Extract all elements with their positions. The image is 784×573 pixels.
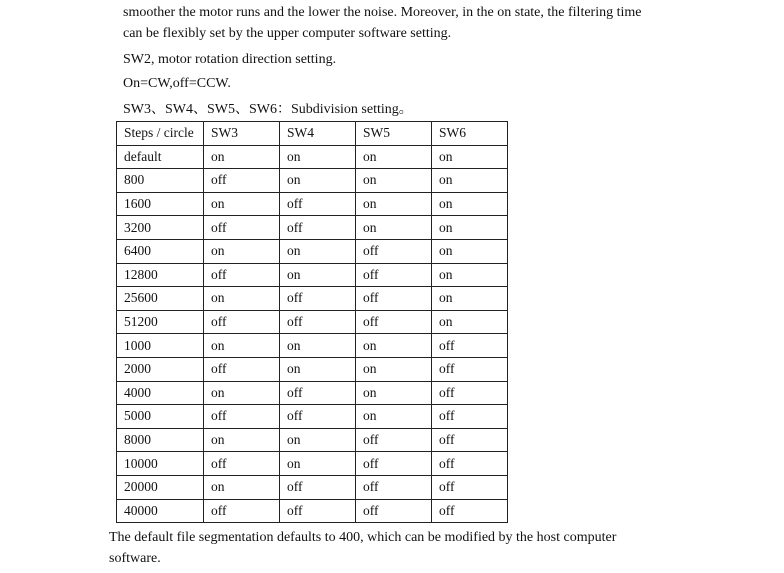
cell-sw4: off [280, 287, 356, 311]
cell-sw6: on [432, 192, 508, 216]
cell-steps: 4000 [117, 381, 204, 405]
cell-sw4: off [280, 475, 356, 499]
cell-sw3: off [204, 216, 280, 240]
cell-sw6: on [432, 287, 508, 311]
table-row [117, 145, 508, 169]
header-sw5: SW5 [356, 122, 432, 146]
header-steps-per-circle: Steps / circle [117, 122, 204, 146]
subdivision-heading: SW3、SW4、SW5、SW6：Subdivision setting。 [123, 102, 413, 117]
table-header-row [117, 122, 508, 146]
cell-steps: 8000 [117, 428, 204, 452]
cell-sw3: on [204, 381, 280, 405]
cell-sw6: on [432, 310, 508, 334]
cell-sw4: on [280, 357, 356, 381]
table-row [117, 428, 508, 452]
cell-sw5: off [356, 499, 432, 523]
cell-sw5: on [356, 405, 432, 429]
cell-sw6: off [432, 381, 508, 405]
table-row [117, 287, 508, 311]
intro-text-line-2: can be flexibly set by the upper computer software setting. [123, 26, 452, 41]
cell-sw4: on [280, 334, 356, 358]
cell-sw4: on [280, 452, 356, 476]
cell-sw4: off [280, 381, 356, 405]
cell-sw5: on [356, 357, 432, 381]
cell-sw4: on [280, 263, 356, 287]
cell-sw5: on [356, 216, 432, 240]
intro-text-line-1: smoother the motor runs and the lower the noise. Moreover, in the on state, the filtering time [123, 5, 642, 20]
table-row [117, 405, 508, 429]
cell-steps: 1600 [117, 192, 204, 216]
cell-sw6: on [432, 145, 508, 169]
cell-steps: 25600 [117, 287, 204, 311]
cell-steps: 51200 [117, 310, 204, 334]
cell-sw3: on [204, 475, 280, 499]
cell-sw5: on [356, 169, 432, 193]
cell-sw3: on [204, 239, 280, 263]
header-sw4: SW4 [280, 122, 356, 146]
table-row [117, 475, 508, 499]
cell-sw5: off [356, 263, 432, 287]
cell-steps: 40000 [117, 499, 204, 523]
cell-sw6: on [432, 239, 508, 263]
cell-sw3: off [204, 310, 280, 334]
cell-steps: 3200 [117, 216, 204, 240]
cell-steps: 800 [117, 169, 204, 193]
cell-sw3: off [204, 263, 280, 287]
cell-sw3: on [204, 287, 280, 311]
sw2-values: On=CW,off=CCW. [123, 76, 231, 91]
table-row [117, 239, 508, 263]
cell-sw6: off [432, 428, 508, 452]
cell-sw6: off [432, 475, 508, 499]
table-row [117, 499, 508, 523]
cell-sw6: off [432, 499, 508, 523]
table-row [117, 334, 508, 358]
cell-sw6: on [432, 263, 508, 287]
cell-sw5: off [356, 310, 432, 334]
table-body [117, 145, 508, 523]
cell-sw3: off [204, 499, 280, 523]
cell-steps: default [117, 145, 204, 169]
cell-sw4: on [280, 169, 356, 193]
cell-sw6: off [432, 334, 508, 358]
cell-sw3: on [204, 428, 280, 452]
cell-sw5: on [356, 145, 432, 169]
cell-sw5: off [356, 452, 432, 476]
cell-sw6: on [432, 216, 508, 240]
cell-sw6: off [432, 452, 508, 476]
table-row [117, 310, 508, 334]
cell-sw3: on [204, 334, 280, 358]
cell-sw3: on [204, 145, 280, 169]
table-row [117, 192, 508, 216]
cell-sw3: off [204, 169, 280, 193]
cell-sw5: on [356, 334, 432, 358]
cell-sw3: off [204, 357, 280, 381]
cell-sw5: off [356, 239, 432, 263]
table-row [117, 452, 508, 476]
cell-sw4: off [280, 499, 356, 523]
table-row [117, 357, 508, 381]
sw2-heading: SW2, motor rotation direction setting. [123, 52, 337, 67]
table-row [117, 169, 508, 193]
cell-steps: 1000 [117, 334, 204, 358]
cell-steps: 2000 [117, 357, 204, 381]
cell-steps: 5000 [117, 405, 204, 429]
cell-sw4: off [280, 192, 356, 216]
table-row [117, 216, 508, 240]
footer-text-line-2: software. [109, 551, 161, 566]
cell-steps: 6400 [117, 239, 204, 263]
cell-sw5: on [356, 192, 432, 216]
cell-steps: 12800 [117, 263, 204, 287]
cell-sw5: off [356, 475, 432, 499]
cell-sw4: on [280, 428, 356, 452]
cell-sw6: on [432, 169, 508, 193]
cell-sw5: on [356, 381, 432, 405]
cell-sw3: on [204, 192, 280, 216]
cell-sw6: off [432, 405, 508, 429]
table-row [117, 263, 508, 287]
cell-sw3: off [204, 405, 280, 429]
cell-sw4: off [280, 310, 356, 334]
table-row [117, 381, 508, 405]
cell-steps: 10000 [117, 452, 204, 476]
cell-sw3: off [204, 452, 280, 476]
subdivision-table [116, 121, 508, 523]
cell-sw4: on [280, 239, 356, 263]
header-sw3: SW3 [204, 122, 280, 146]
cell-steps: 20000 [117, 475, 204, 499]
cell-sw4: off [280, 216, 356, 240]
cell-sw6: off [432, 357, 508, 381]
cell-sw5: off [356, 428, 432, 452]
cell-sw5: off [356, 287, 432, 311]
header-sw6: SW6 [432, 122, 508, 146]
cell-sw4: on [280, 145, 356, 169]
cell-sw4: off [280, 405, 356, 429]
footer-text-line-1: The default file segmentation defaults to 400, which can be modified by the host computer [109, 530, 617, 545]
